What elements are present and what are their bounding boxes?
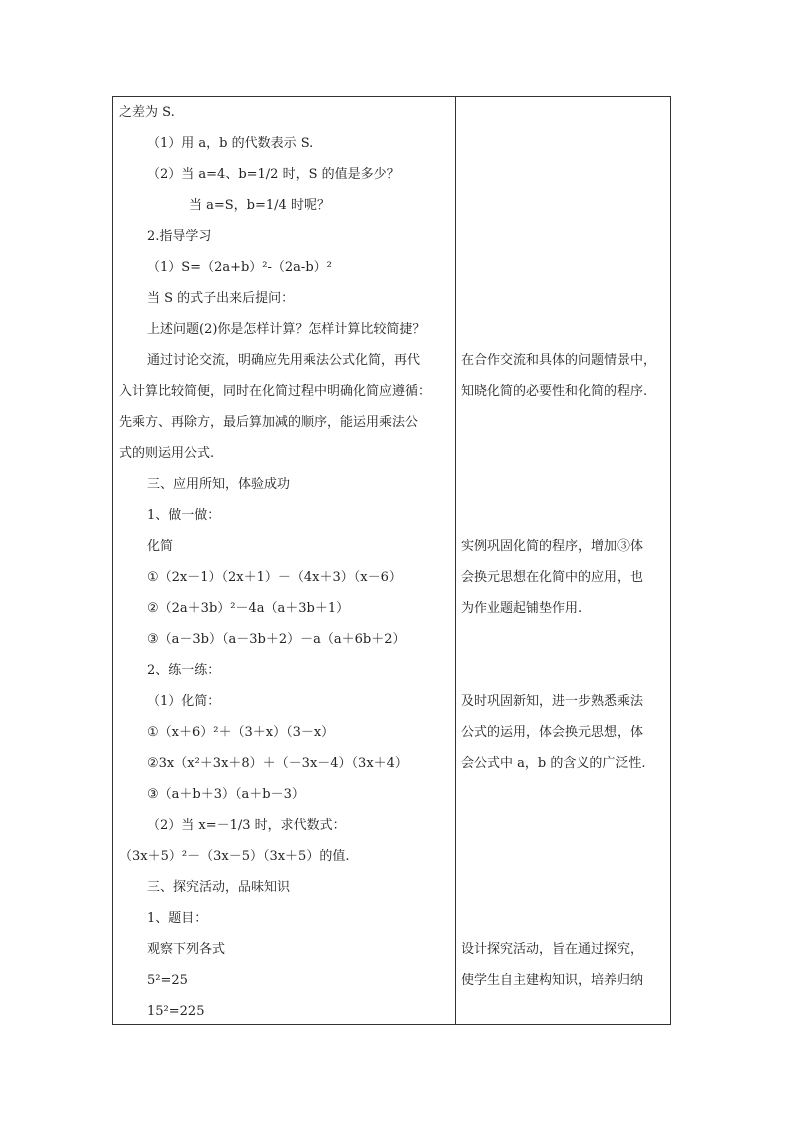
text-line: 设计探究活动，旨在通过探究， <box>461 942 644 957</box>
text-line: 为作业题起铺垫作用. <box>461 601 583 616</box>
text-line: 三、应用所知，体验成功 <box>147 477 291 492</box>
text-line: （1）S=（2a+b）²-（2a-b）² <box>147 260 332 275</box>
text-line: 2.指导学习 <box>147 229 212 244</box>
text-line: 会公式中 a，b 的含义的广泛性. <box>461 756 646 771</box>
text-line: 式的则运用公式. <box>119 446 215 461</box>
text-line: （1）用 a，b 的代数表示 S. <box>147 136 314 151</box>
text-line: （2）当 x=－1/3 时，求代数式： <box>147 818 346 833</box>
text-line: （2）当 a=4、b=1/2 时，S 的值是多少？ <box>147 167 400 182</box>
text-line: 观察下列各式 <box>147 942 226 957</box>
text-line: 2、练一练： <box>147 663 221 678</box>
text-line: 三、探究活动，品味知识 <box>147 880 291 895</box>
text-line: 通过讨论交流，明确应先用乘法公式化简，再代 <box>147 353 421 368</box>
text-line: 先乘方、再除方，最后算加减的顺序，能运用乘法公 <box>119 415 419 430</box>
text-line: ①（x＋6）²＋（3＋x）（3－x） <box>147 725 335 740</box>
text-line: 使学生自主建构知识，培养归纳 <box>461 973 644 988</box>
text-line: 1、做一做： <box>147 508 221 523</box>
lesson-table <box>112 96 671 1025</box>
text-line: 会换元思想在化简中的应用，也 <box>461 570 644 585</box>
text-line: ②（2a＋3b）²－4a（a＋3b＋1） <box>147 601 350 616</box>
text-line: 知晓化简的必要性和化简的程序. <box>461 384 648 399</box>
text-line: 上述问题(2)你是怎样计算？怎样计算比较简捷？ <box>147 322 426 337</box>
text-line: 15²=225 <box>147 1004 205 1019</box>
text-line: 在合作交流和具体的问题情景中， <box>461 353 657 368</box>
text-line: 入计算比较简便，同时在化简过程中明确化简应遵循： <box>119 384 432 399</box>
column-divider <box>455 97 456 1024</box>
text-line: 及时巩固新知，进一步熟悉乘法 <box>461 694 644 709</box>
text-line: 当 S 的式子出来后提问： <box>147 291 295 306</box>
text-line: 当 a=S，b=1/4 时呢？ <box>189 198 330 213</box>
text-line: 实例巩固化简的程序，增加③体 <box>461 539 644 554</box>
text-line: （1）化简： <box>147 694 221 709</box>
text-line: ②3x（x²＋3x＋8）＋（－3x－4）（3x＋4） <box>147 756 408 771</box>
text-line: ③（a＋b＋3）（a＋b－3） <box>147 787 305 802</box>
text-line: 之差为 S. <box>119 105 175 120</box>
text-line: （3x＋5）²－（3x－5）（3x＋5）的值. <box>119 849 350 864</box>
text-line: 化简 <box>147 539 174 554</box>
text-line: 5²=25 <box>147 973 188 988</box>
text-line: ①（2x－1）（2x＋1）－（4x＋3）（x－6） <box>147 570 402 585</box>
text-line: 1、题目： <box>147 911 208 926</box>
text-line: ③（a－3b）（a－3b＋2）－a（a＋6b＋2） <box>147 632 406 647</box>
text-line: 公式的运用，体会换元思想，体 <box>461 725 644 740</box>
